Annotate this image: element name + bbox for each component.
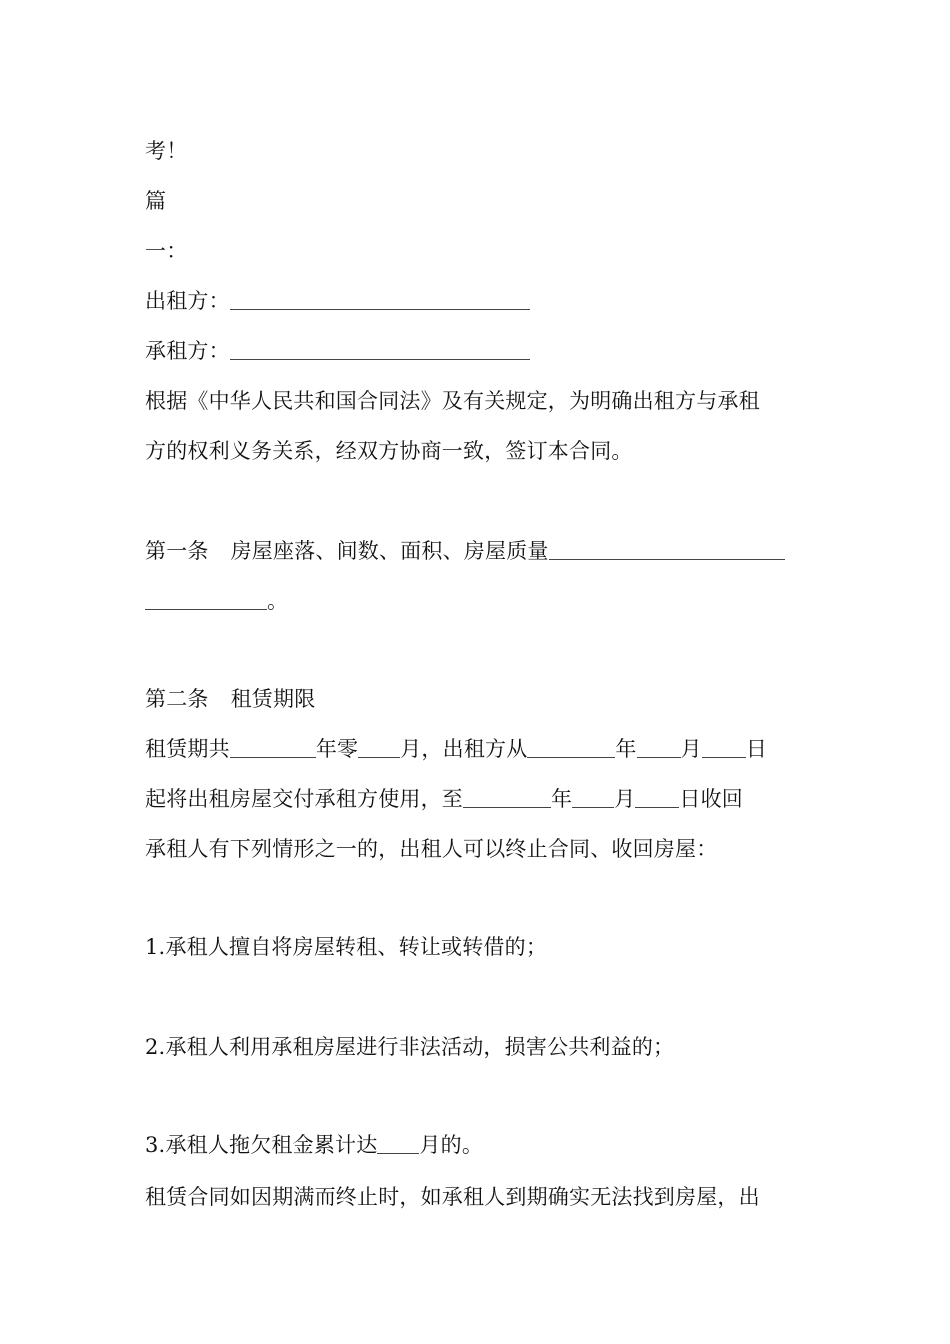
start-year-blank [527, 735, 615, 758]
text-fragment: 考！ [145, 139, 188, 163]
lessee-line [145, 336, 530, 366]
text-line [145, 236, 187, 266]
lessor-line [145, 286, 530, 316]
text-fragment: 月 [680, 737, 702, 761]
list-item-number: 2. [145, 1035, 166, 1059]
text-fragment: 月的。 [419, 1133, 484, 1157]
list-item-number: 3. [145, 1133, 166, 1157]
preamble-line-2 [145, 436, 633, 466]
article-1-text: 房屋座落、间数、面积、房屋质量 [230, 539, 549, 563]
text-fragment: 租赁期共 [145, 737, 230, 761]
start-day-blank [702, 735, 746, 758]
lessee-blank [230, 337, 530, 360]
months-blank [358, 735, 400, 758]
list-item-text: 承租人擅自将房屋转租、转让或转借的； [165, 935, 548, 959]
lessee-label: 承租方： [145, 339, 230, 363]
text-fragment: 月 [614, 787, 636, 811]
article-2-heading [145, 684, 315, 714]
text-fragment: 。 [267, 589, 289, 613]
text-fragment: 年零 [315, 737, 359, 761]
preamble-line-1 [145, 386, 760, 416]
termination-intro [145, 834, 717, 864]
text-line [145, 186, 166, 216]
text-fragment: 日收回 [679, 787, 744, 811]
list-item-text: 承租人拖欠租金累计达 [165, 1133, 378, 1157]
text-fragment: 承租人有下列情形之一的，出租人可以终止合同、收回房屋： [145, 837, 718, 861]
text-fragment: 月，出租方从 [400, 737, 528, 761]
lease-term-line [145, 734, 767, 764]
lessor-blank [230, 287, 530, 310]
end-month-blank [572, 785, 614, 808]
article-1-heading [145, 536, 785, 566]
text-fragment: 方的权利义务关系，经双方协商一致，签订本合同。 [145, 439, 633, 463]
text-line [145, 1182, 760, 1212]
list-item-text: 承租人利用承租房屋进行非法活动，损害公共利益的； [165, 1035, 675, 1059]
article-1-blank [549, 537, 785, 560]
years-blank [230, 735, 316, 758]
text-fragment: 租赁合同如因期满而终止时，如承租人到期确实无法找到房屋，出 [145, 1185, 760, 1209]
article-1-title: 第一条 [145, 539, 209, 563]
start-month-blank [637, 735, 681, 758]
end-day-blank [635, 785, 679, 808]
text-line [145, 136, 187, 166]
text-fragment: 年 [615, 737, 637, 761]
arrears-months-blank [377, 1131, 419, 1154]
article-1-blank-2 [145, 587, 267, 610]
text-fragment: 起将出租房屋交付承租方使用，至 [145, 787, 463, 811]
text-fragment: 一： [145, 239, 188, 263]
end-year-blank [463, 785, 551, 808]
list-item-number: 1. [145, 935, 166, 959]
article-2-title: 第二条 [145, 687, 209, 711]
list-item [145, 1032, 674, 1062]
article-2-text: 租赁期限 [230, 687, 316, 711]
list-item [145, 932, 547, 962]
lessor-label: 出租方： [145, 289, 230, 313]
text-fragment: 年 [551, 787, 573, 811]
lease-term-line-2 [145, 784, 743, 814]
text-fragment: 根据《中华人民共和国合同法》及有关规定，为明确出租方与承租 [145, 389, 760, 413]
list-item [145, 1130, 483, 1160]
article-1-continuation [145, 586, 288, 616]
text-fragment: 篇 [145, 189, 167, 213]
text-fragment: 日 [745, 737, 768, 761]
